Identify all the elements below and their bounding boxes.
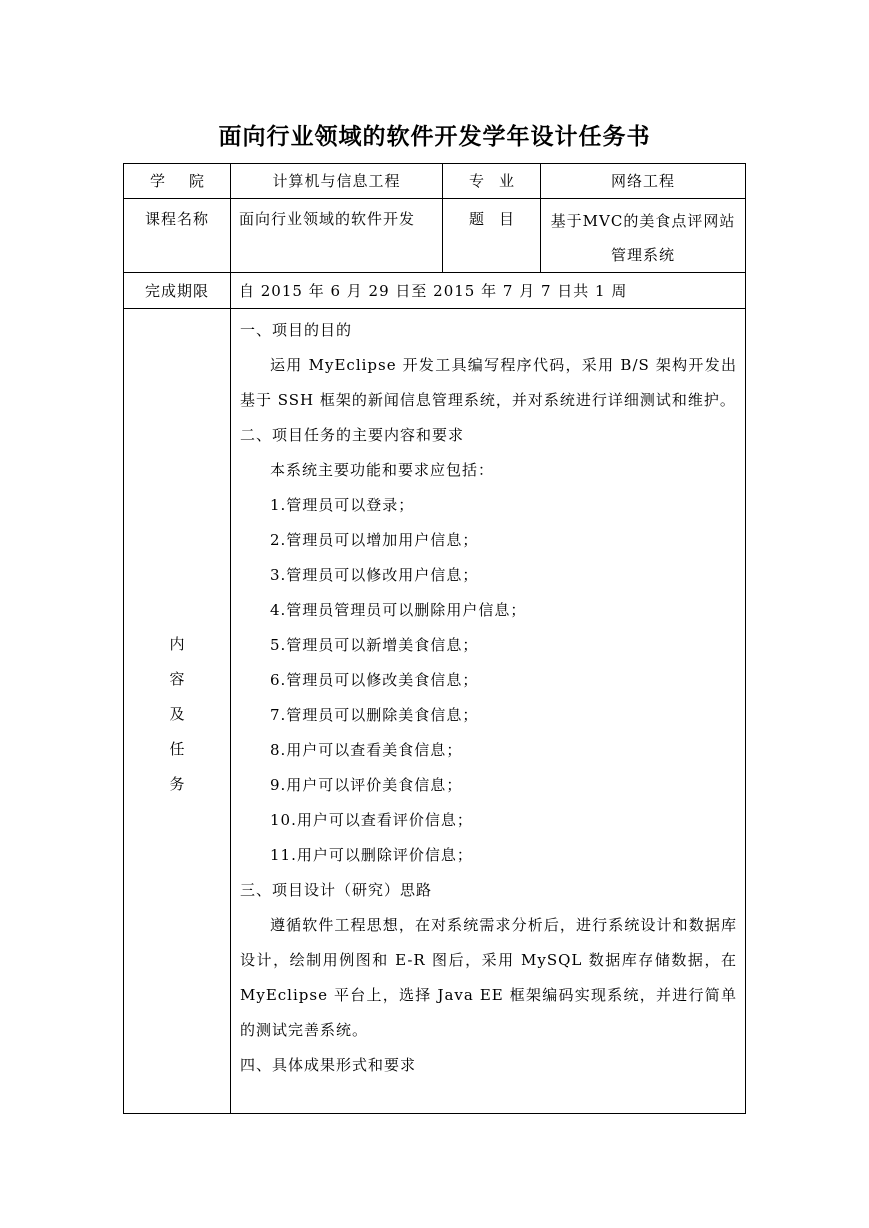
course-value: 面向行业领域的软件开发: [239, 210, 416, 228]
period-label-cell: [124, 273, 231, 309]
requirement-item: 6.管理员可以修改美食信息；: [270, 671, 479, 689]
topic-value-cell: [541, 199, 746, 273]
topic-value: 基于MVC的美食点评网站管理系统: [550, 212, 736, 264]
section-1-heading: 一、项目的目的: [240, 321, 353, 339]
course-value-cell: [231, 199, 443, 273]
requirement-item: 10.用户可以查看评价信息；: [270, 811, 473, 829]
college-value: 计算机与信息工程: [272, 172, 401, 190]
course-label-cell: [124, 199, 231, 273]
period-label: 完成期限: [144, 282, 209, 300]
requirement-item: 4.管理员管理员可以删除用户信息；: [270, 601, 527, 619]
content-label-cell: [124, 309, 231, 1114]
content-vertical-label: [124, 309, 230, 802]
row-period: [124, 273, 746, 309]
section-1-body: 运用 MyEclipse 开发工具编写程序代码，采用 B/S 架构开发出基于 SSH 框架的新闻信息管理系统，并对系统进行详细测试和维护。: [240, 356, 737, 409]
task-form-table: [123, 163, 746, 1114]
requirement-item: 8.用户可以查看美食信息；: [270, 741, 463, 759]
college-label-char-2: 院: [188, 172, 204, 190]
topic-label-cell: [443, 199, 541, 273]
topic-label-char-1: 题: [469, 210, 485, 228]
content-body: [231, 309, 745, 1083]
requirement-item: 5.管理员可以新增美食信息；: [270, 636, 479, 654]
major-label-char-1: 专: [469, 172, 485, 190]
major-value-cell: [541, 164, 746, 199]
content-label-char-5: 务: [169, 775, 185, 793]
section-3-body: 遵循软件工程思想，在对系统需求分析后，进行系统设计和数据库设计，绘制用例图和 E-R 图后，采用 MySQL 数据库存储数据，在 MyEclipse 平台上，选择 Java EE 框架编码实现系统，并进行简单的测试完善系统。: [240, 916, 737, 1039]
course-label: 课程名称: [144, 210, 209, 228]
major-value: 网络工程: [610, 172, 675, 190]
requirement-item: 7.管理员可以删除美食信息；: [270, 706, 479, 724]
document-title: 面向行业领域的软件开发学年设计任务书: [218, 123, 651, 150]
content-label-char-2: 容: [169, 670, 185, 688]
requirement-item: 1.管理员可以登录；: [270, 496, 415, 514]
requirement-item: 2.管理员可以增加用户信息；: [270, 531, 479, 549]
content-label-char-1: 内: [169, 635, 185, 653]
period-value-cell: [231, 273, 746, 309]
period-value: 自 2015 年 6 月 29 日至 2015 年 7 月 7 日共 1 周: [239, 282, 628, 300]
requirement-item: 3.管理员可以修改用户信息；: [270, 566, 479, 584]
section-2-heading: 二、项目任务的主要内容和要求: [240, 426, 465, 444]
major-label-char-2: 业: [498, 172, 514, 190]
major-label-cell: [443, 164, 541, 199]
section-2-intro: 本系统主要功能和要求应包括：: [270, 461, 495, 479]
row-college-major: [124, 164, 746, 199]
content-body-cell: [231, 309, 746, 1114]
college-label-cell: [124, 164, 231, 199]
section-4-heading: 四、具体成果形式和要求: [240, 1056, 417, 1074]
section-3-heading: 三、项目设计（研究）思路: [240, 881, 433, 899]
requirement-item: 9.用户可以评价美食信息；: [270, 776, 463, 794]
row-content: [124, 309, 746, 1114]
college-value-cell: [231, 164, 443, 199]
topic-label-char-2: 目: [498, 210, 514, 228]
requirement-item: 11.用户可以删除评价信息；: [270, 846, 473, 864]
row-course-topic: [124, 199, 746, 273]
college-label-char-1: 学: [150, 172, 166, 190]
content-label-char-3: 及: [169, 705, 185, 723]
content-label-char-4: 任: [169, 740, 185, 758]
